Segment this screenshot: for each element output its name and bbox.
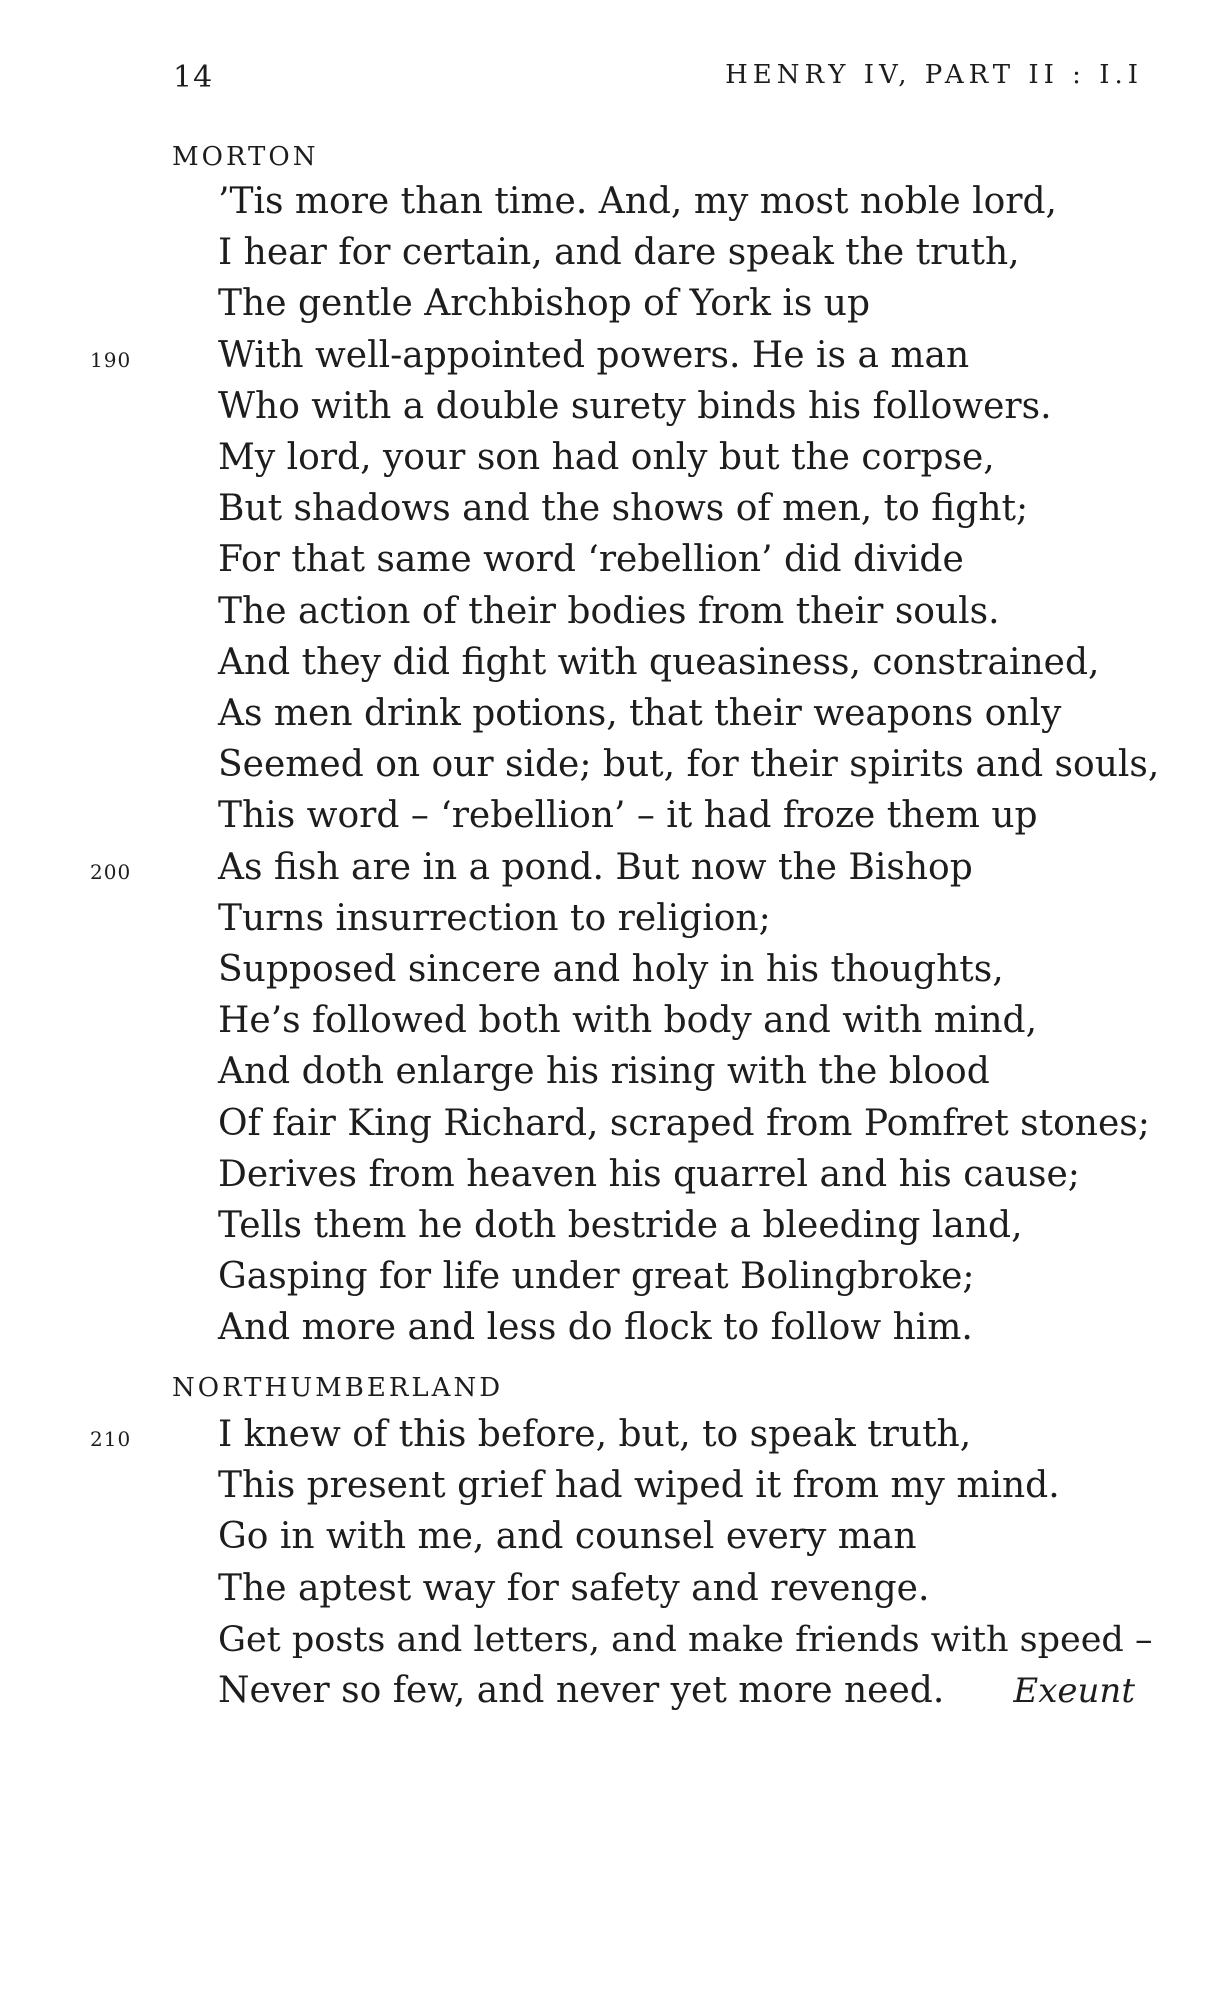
verse-line: My lord, your son had only but the corpse, bbox=[218, 437, 995, 478]
verse-line: Never so few, and never yet more need. bbox=[218, 1670, 945, 1711]
verse-line: Supposed sincere and holy in his thoughts, bbox=[218, 949, 1004, 990]
line-number: 200 bbox=[90, 860, 132, 884]
verse-line: I hear for certain, and dare speak the truth, bbox=[218, 232, 1020, 273]
speaker-name: MORTON bbox=[172, 142, 319, 172]
running-head: HENRY IV, PART II : I.I bbox=[725, 60, 1143, 90]
verse-line: With well-appointed powers. He is a man bbox=[218, 335, 970, 376]
verse-line: And they did fight with queasiness, constrained, bbox=[218, 642, 1100, 683]
verse-line: And more and less do flock to follow him. bbox=[218, 1307, 973, 1348]
verse-line: Of fair King Richard, scraped from Pomfret stones; bbox=[218, 1103, 1150, 1144]
verse-line: This word – ‘rebellion’ – it had froze them up bbox=[218, 795, 1038, 836]
verse-line: Turns insurrection to religion; bbox=[218, 898, 771, 939]
verse-line: The aptest way for safety and revenge. bbox=[218, 1568, 930, 1609]
page-number: 14 bbox=[173, 60, 214, 95]
verse-line: As fish are in a pond. But now the Bishop bbox=[218, 847, 973, 888]
speaker-name: NORTHUMBERLAND bbox=[172, 1373, 504, 1403]
verse-line: Derives from heaven his quarrel and his cause; bbox=[218, 1154, 1080, 1195]
verse-line: Seemed on our side; but, for their spirits and souls, bbox=[218, 744, 1160, 785]
stage-direction: Exeunt bbox=[1013, 1671, 1135, 1711]
line-number: 210 bbox=[90, 1427, 132, 1451]
verse-line: He’s followed both with body and with mind, bbox=[218, 1000, 1038, 1041]
verse-line: But shadows and the shows of men, to fight; bbox=[218, 488, 1029, 529]
verse-line: I knew of this before, but, to speak truth, bbox=[218, 1414, 972, 1455]
verse-line: The gentle Archbishop of York is up bbox=[218, 283, 871, 324]
verse-line: Go in with me, and counsel every man bbox=[218, 1516, 917, 1557]
verse-line: And doth enlarge his rising with the blood bbox=[218, 1051, 990, 1092]
verse-line: This present grief had wiped it from my mind. bbox=[218, 1465, 1060, 1506]
verse-line: Who with a double surety binds his followers. bbox=[218, 386, 1052, 427]
verse-line: Gasping for life under great Bolingbroke; bbox=[218, 1256, 975, 1297]
verse-line: ’Tis more than time. And, my most noble lord, bbox=[218, 181, 1057, 222]
verse-line: For that same word ‘rebellion’ did divide bbox=[218, 539, 964, 580]
line-number: 190 bbox=[90, 348, 132, 372]
verse-line: As men drink potions, that their weapons only bbox=[218, 693, 1062, 734]
verse-line: Get posts and letters, and make friends with speed – bbox=[218, 1620, 1153, 1660]
verse-line: The action of their bodies from their souls. bbox=[218, 591, 1000, 632]
verse-line: Tells them he doth bestride a bleeding land, bbox=[218, 1205, 1023, 1246]
